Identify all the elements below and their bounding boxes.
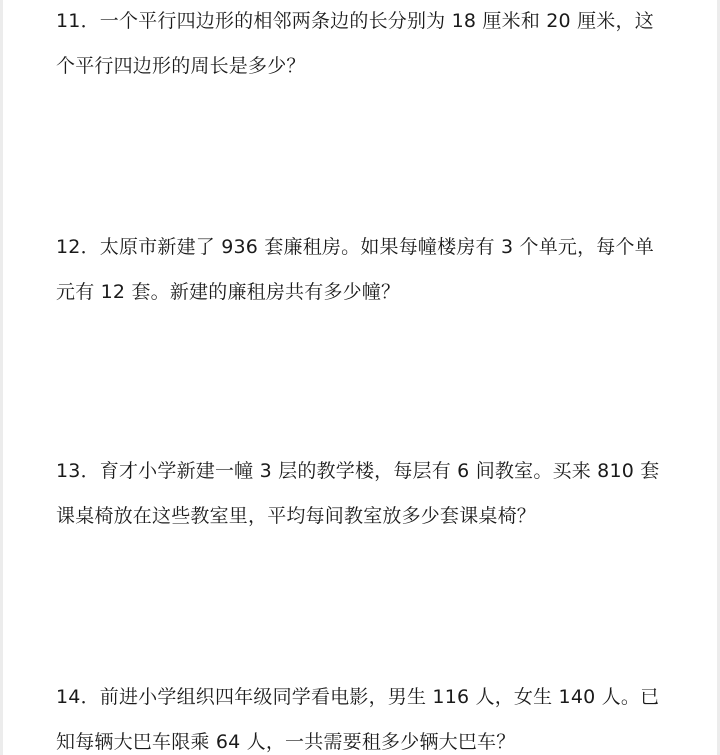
page-left-edge xyxy=(0,0,3,755)
problem-14-line-1: 14．前进小学组织四年级同学看电影，男生 116 人，女生 140 人。已 xyxy=(56,686,660,708)
problem-12-line-1: 12．太原市新建了 936 套廉租房。如果每幢楼房有 3 个单元，每个单 xyxy=(56,236,654,258)
problem-12-line-2: 元有 12 套。新建的廉租房共有多少幢？ xyxy=(56,281,401,303)
problem-11 xyxy=(56,8,676,79)
problem-14-line-2: 知每辆大巴车限乘 64 人，一共需要租多少辆大巴车？ xyxy=(56,731,516,753)
problem-13-line-1: 13．育才小学新建一幢 3 层的教学楼，每层有 6 间教室。买来 810 套 xyxy=(56,460,660,482)
problem-11-line-1: 11．一个平行四边形的相邻两条边的长分别为 18 厘米和 20 厘米，这 xyxy=(56,10,654,32)
problem-14 xyxy=(56,684,676,755)
problem-12 xyxy=(56,234,676,305)
problem-13 xyxy=(56,458,676,529)
problem-11-line-2: 个平行四边形的周长是多少？ xyxy=(56,55,306,77)
problem-13-line-2: 课桌椅放在这些教室里，平均每间教室放多少套课桌椅？ xyxy=(56,505,537,527)
